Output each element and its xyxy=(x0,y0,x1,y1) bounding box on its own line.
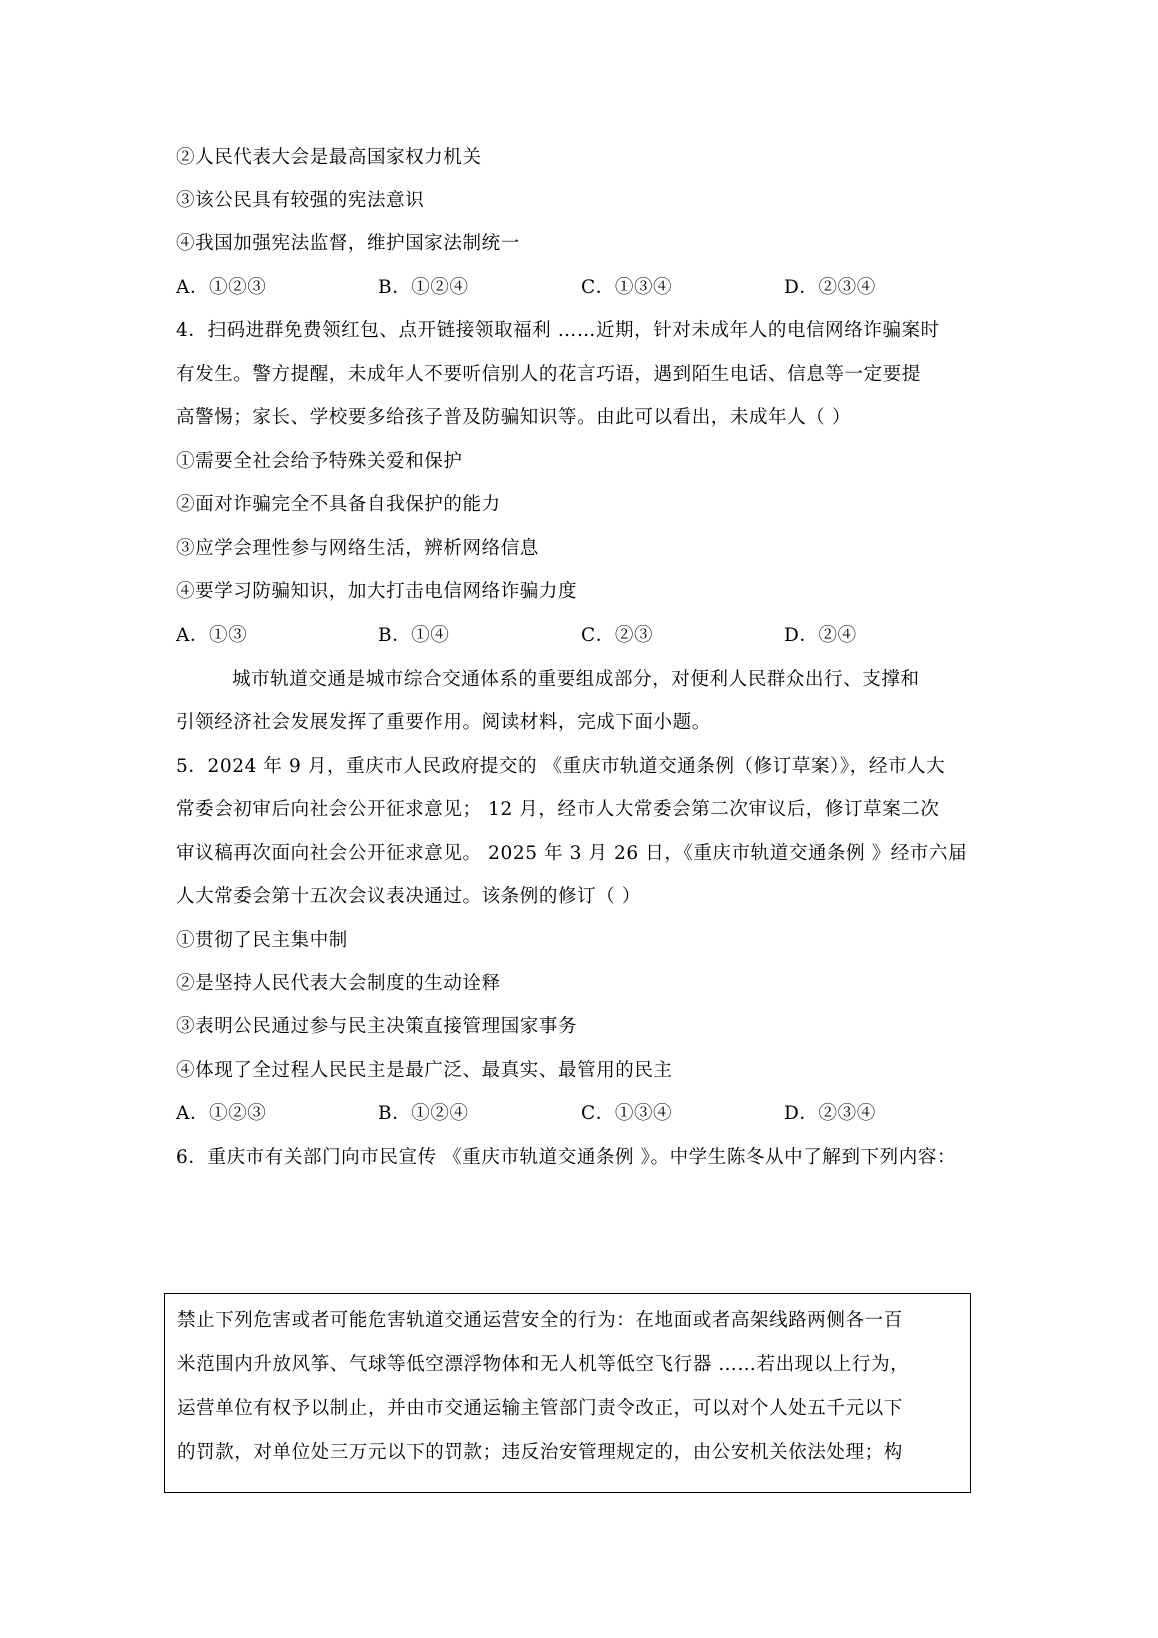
q3-option-b: B．①②④ xyxy=(378,277,469,298)
q5-stem-line-2: 常委会初审后向社会公开征求意见； 12 月，经市人大常委会第二次审议后，修订草案二次 xyxy=(176,799,940,820)
q6-material-box xyxy=(164,1293,971,1493)
q5-stem-line-3: 审议稿再次面向社会公开征求意见。 2025 年 3 月 26 日，《重庆市轨道交通条例 》经市六届 xyxy=(176,843,968,864)
q5-item-4: ④体现了全过程人民民主是最广泛、最真实、最管用的民主 xyxy=(176,1060,673,1081)
q5-item-2: ②是坚持人民代表大会制度的生动诠释 xyxy=(176,973,501,994)
q3-item-2: ②人民代表大会是最高国家权力机关 xyxy=(176,147,482,168)
q5-option-c: C．①③④ xyxy=(581,1103,673,1124)
q6-box-line-4: 的罚款，对单位处三万元以下的罚款；违反治安管理规定的，由公安机关依法处理；构 xyxy=(177,1442,903,1463)
q3-options xyxy=(176,276,976,300)
q4-option-b: B．①④ xyxy=(378,625,450,646)
q4-options xyxy=(176,624,976,648)
q6-box-line-2: 米范围内升放风筝、气球等低空漂浮物体和无人机等低空飞行器 ……若出现以上行为， xyxy=(177,1354,910,1375)
q4-item-3: ③应学会理性参与网络生活，辨析网络信息 xyxy=(176,538,539,559)
q3-item-4: ④我国加强宪法监督，维护国家法制统一 xyxy=(176,233,520,254)
q4-stem-line-1: 4．扫码进群免费领红包、点开链接领取福利 ……近期，针对未成年人的电信网络诈骗案时 xyxy=(176,320,940,341)
q4-item-2: ②面对诈骗完全不具备自我保护的能力 xyxy=(176,494,501,515)
q5-stem-line-4: 人大常委会第十五次会议表决通过。该条例的修订（ ） xyxy=(176,886,641,907)
q3-option-a: A．①②③ xyxy=(176,277,267,298)
q5-option-b: B．①②④ xyxy=(378,1103,469,1124)
q3-option-d: D．②③④ xyxy=(784,277,876,298)
q5-item-3: ③表明公民通过参与民主决策直接管理国家事务 xyxy=(176,1016,578,1037)
q5-option-a: A．①②③ xyxy=(176,1103,267,1124)
q5-item-1: ①贯彻了民主集中制 xyxy=(176,930,348,951)
q6-box-line-3: 运营单位有权予以制止，并由市交通运输主管部门责令改正，可以对个人处五千元以下 xyxy=(177,1398,903,1419)
q5-stem-line-1: 5．2024 年 9 月，重庆市人民政府提交的 《重庆市轨道交通条例（修订草案）》，经市人大 xyxy=(176,756,946,777)
material-line-2: 引领经济社会发展发挥了重要作用。阅读材料，完成下面小题。 xyxy=(176,712,711,733)
q4-option-d: D．②④ xyxy=(784,625,857,646)
material-line-1: 城市轨道交通是城市综合交通体系的重要组成部分，对便利人民群众出行、支撑和 xyxy=(232,669,920,690)
q6-stem: 6．重庆市有关部门向市民宣传 《重庆市轨道交通条例 》。中学生陈冬从中了解到下列内容： xyxy=(176,1147,957,1168)
q4-option-c: C．②③ xyxy=(581,625,654,646)
q6-box-line-1: 禁止下列危害或者可能危害轨道交通运营安全的行为：在地面或者高架线路两侧各一百 xyxy=(177,1310,903,1331)
q4-stem-line-2: 有发生。警方提醒，未成年人不要听信别人的花言巧语，遇到陌生电话、信息等一定要提 xyxy=(176,364,921,385)
q3-item-3: ③该公民具有较强的宪法意识 xyxy=(176,190,425,211)
q5-options xyxy=(176,1102,976,1126)
q3-option-c: C．①③④ xyxy=(581,277,673,298)
q4-option-a: A．①③ xyxy=(176,625,248,646)
q4-item-1: ①需要全社会给予特殊关爱和保护 xyxy=(176,451,463,472)
q4-stem-line-3: 高警惕；家长、学校要多给孩子普及防骗知识等。由此可以看出，未成年人（ ） xyxy=(176,407,851,428)
q4-item-4: ④要学习防骗知识，加大打击电信网络诈骗力度 xyxy=(176,581,578,602)
q5-option-d: D．②③④ xyxy=(784,1103,876,1124)
